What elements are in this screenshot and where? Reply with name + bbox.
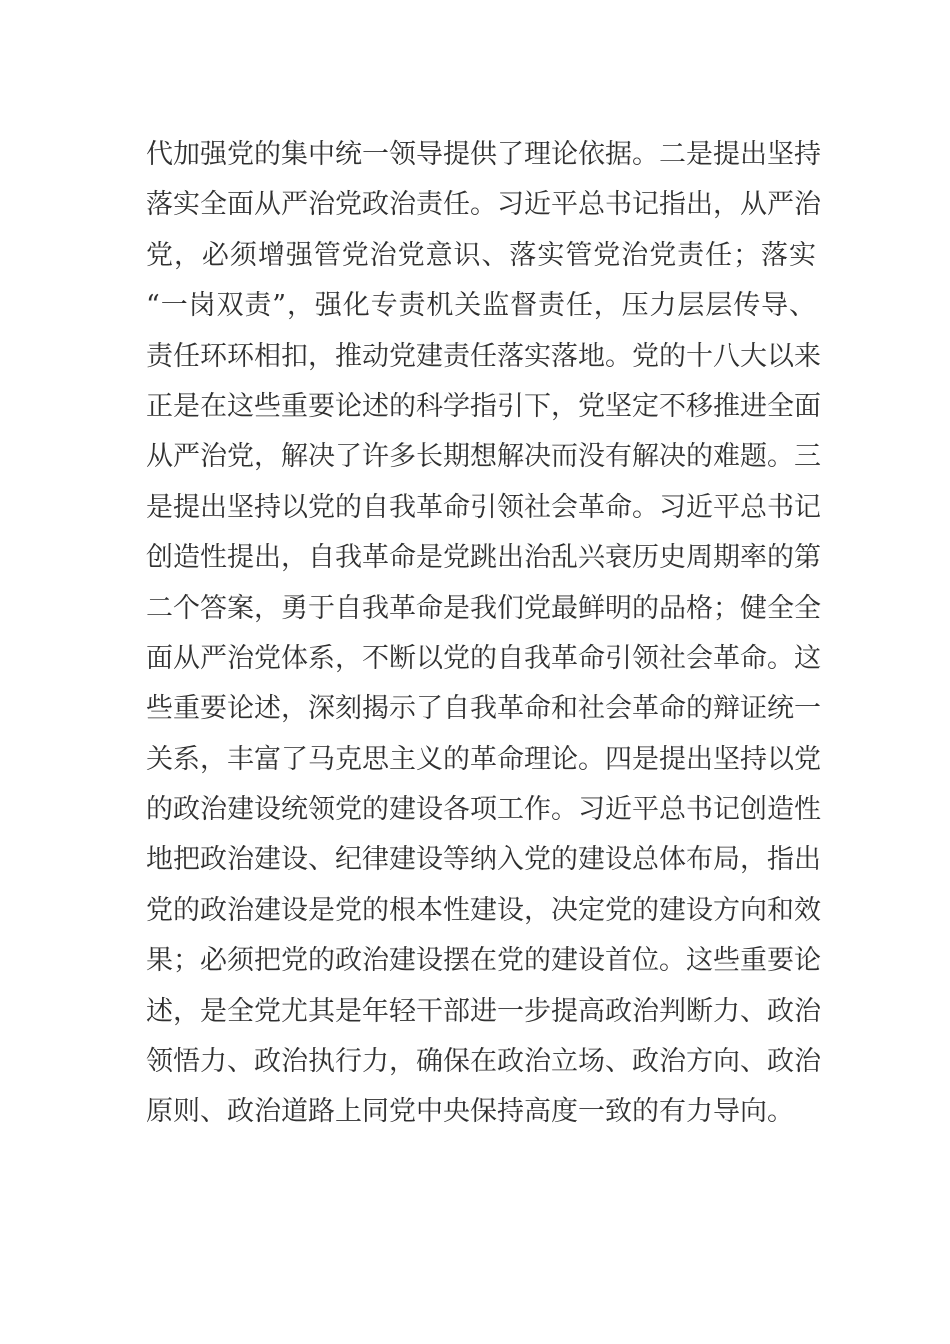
text-line: 关系，丰富了马克思主义的革命理论。四是提出坚持以党 (146, 743, 821, 775)
text-line: 从严治党，解决了许多长期想解决而没有解决的难题。三 (146, 441, 821, 473)
text-line: 责任环环相扣，推动党建责任落实落地。党的十八大以来 (146, 340, 821, 372)
text-line: 领悟力、政治执行力，确保在政治立场、政治方向、政治 (146, 1046, 821, 1078)
text-line: 的政治建设统领党的建设各项工作。习近平总书记创造性 (146, 794, 821, 826)
text-line: 代加强党的集中统一领导提供了理论依据。二是提出坚持 (146, 139, 821, 170)
text-line: 面从严治党体系，不断以党的自我革命引领社会革命。这 (146, 642, 821, 674)
text-line: 党的政治建设是党的根本性建设，决定党的建设方向和效 (146, 894, 821, 926)
body-paragraph (146, 130, 821, 1138)
text-line: 正是在这些重要论述的科学指引下，党坚定不移推进全面 (146, 390, 821, 422)
text-line: 果；必须把党的政治建设摆在党的建设首位。这些重要论 (146, 945, 821, 977)
text-line: 落实全面从严治党政治责任。习近平总书记指出，从严治 (146, 189, 821, 221)
text-line: 是提出坚持以党的自我革命引领社会革命。习近平总书记 (146, 491, 821, 523)
text-line: 原则、政治道路上同党中央保持高度一致的有力导向。 (146, 1096, 794, 1128)
text-line: 述，是全党尤其是年轻干部进一步提高政治判断力、政治 (146, 995, 821, 1027)
text-line: 些重要论述，深刻揭示了自我革命和社会革命的辩证统一 (146, 693, 821, 725)
text-line: 党，必须增强管党治党意识、落实管党治党责任；落实 (146, 239, 816, 271)
text-line: “一岗双责”，强化专责机关监督责任，压力层层传导、 (146, 290, 816, 322)
text-line: 创造性提出，自我革命是党跳出治乱兴衰历史周期率的第 (146, 542, 821, 574)
text-line: 地把政治建设、纪律建设等纳入党的建设总体布局，指出 (146, 844, 821, 876)
text-line: 二个答案，勇于自我革命是我们党最鲜明的品格；健全全 (146, 592, 821, 624)
